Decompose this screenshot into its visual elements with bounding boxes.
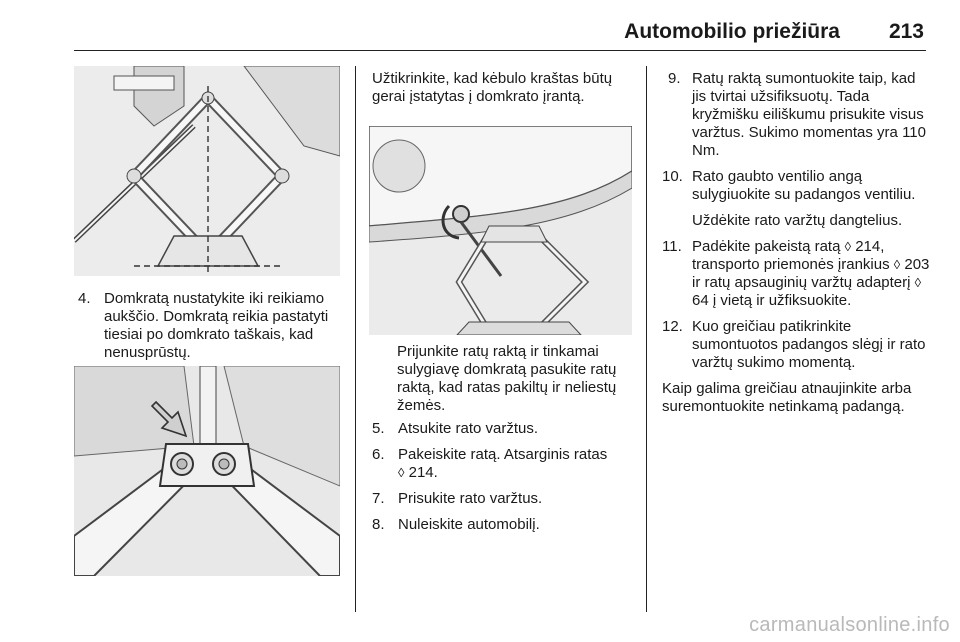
sill-alignment-note: Užtikrinkite, kad kėbulo kraštas būtų gerai įstatytas į domkrato įrantą. — [372, 70, 613, 105]
jack-under-sill-drawing — [369, 126, 632, 335]
step-9 — [662, 70, 930, 160]
step-number: 8. — [372, 516, 385, 533]
step-text: Domkratą nustatykite iki reikiamo aukščio. Domkratą reikia pastatyti tiesiai po domkrato taškais, kad nenusprūstų. — [104, 290, 329, 361]
jack-under-sill-illustration — [369, 126, 632, 335]
step-7 — [372, 490, 637, 508]
column-divider-left — [355, 66, 356, 612]
column-divider-right — [646, 66, 647, 612]
jack-head-closeup-illustration — [74, 366, 340, 576]
page-reference-link[interactable]: 214 — [855, 238, 881, 255]
step-number: 4. — [78, 290, 91, 307]
step-11 — [662, 238, 930, 310]
step-text: Ratų raktą sumontuokite taip, kad jis tvirtai užsifiksuotų. Tada kryžmišku eiliškumu prisukite visus varžtus. Sukimo momentas yra 110 Nm. — [692, 70, 926, 159]
step-number: 12. — [662, 318, 683, 335]
step-list-left — [78, 290, 344, 370]
step-number: 9. — [668, 70, 681, 87]
step-number: 11. — [662, 238, 682, 255]
step-text: Atsukite rato varžtus. — [398, 420, 539, 437]
page-reference-link[interactable]: 214. — [404, 464, 438, 481]
step-text-part4: į vietą ir užfiksuokite. — [708, 292, 852, 309]
jack-alignment-drawing — [74, 66, 340, 276]
step-text: Pakeiskite ratą. Atsarginis ratas — [398, 446, 608, 463]
step-list-middle — [372, 420, 637, 542]
step-10 — [662, 168, 930, 230]
page-reference-icon: ◊ — [844, 239, 852, 254]
step-text-part3: ir ratų apsauginių varžtų adapterį — [692, 274, 915, 291]
step-8 — [372, 516, 637, 534]
wrench-instruction: Prijunkite ratų raktą ir tinkamai sulygiavę domkratą pasukite ratų raktą, kad ratas pakiltų ir neliestų žemės. — [397, 343, 617, 414]
header-divider — [74, 50, 926, 51]
step-4 — [78, 290, 344, 362]
page-reference-link[interactable]: 203 — [904, 256, 930, 273]
step-list-right — [662, 70, 930, 380]
step-text: Rato gaubto ventilio angą sulygiuokite su padangos ventiliu. — [692, 168, 916, 203]
page-number: 213 — [888, 20, 924, 43]
step-number: 7. — [372, 490, 385, 507]
step-text: Kuo greičiau patikrinkite sumontuotos padangos slėgį ir rato varžtų sukimo momentą. — [692, 318, 926, 371]
step-12 — [662, 318, 930, 372]
valve-cap-note: Uždėkite rato varžtų dangtelius. — [692, 212, 903, 229]
page-reference-link[interactable]: 64 — [692, 292, 709, 309]
step-number: 5. — [372, 420, 385, 437]
section-title: Automobilio priežiūra — [624, 20, 840, 43]
step-5 — [372, 420, 637, 438]
watermark: carmanualsonline.info — [749, 614, 950, 636]
step-6 — [372, 446, 637, 482]
page-reference-icon: ◊ — [398, 465, 405, 480]
repair-tyre-note: Kaip galima greičiau atnaujinkite arba suremontuokite netinkamą padangą. — [662, 380, 912, 415]
step-number: 6. — [372, 446, 385, 463]
page-reference-icon: ◊ — [893, 257, 901, 272]
jack-alignment-illustration — [74, 66, 340, 276]
step-text-part1: Padėkite pakeistą ratą — [692, 238, 845, 255]
step-text-part2: , transporto priemonės įrankius — [692, 238, 894, 273]
step-text: Nuleiskite automobilį. — [398, 516, 540, 533]
step-text: Prisukite rato varžtus. — [398, 490, 543, 507]
jack-head-drawing — [74, 366, 340, 576]
page-reference-icon: ◊ — [914, 275, 922, 290]
step-number: 10. — [662, 168, 683, 185]
